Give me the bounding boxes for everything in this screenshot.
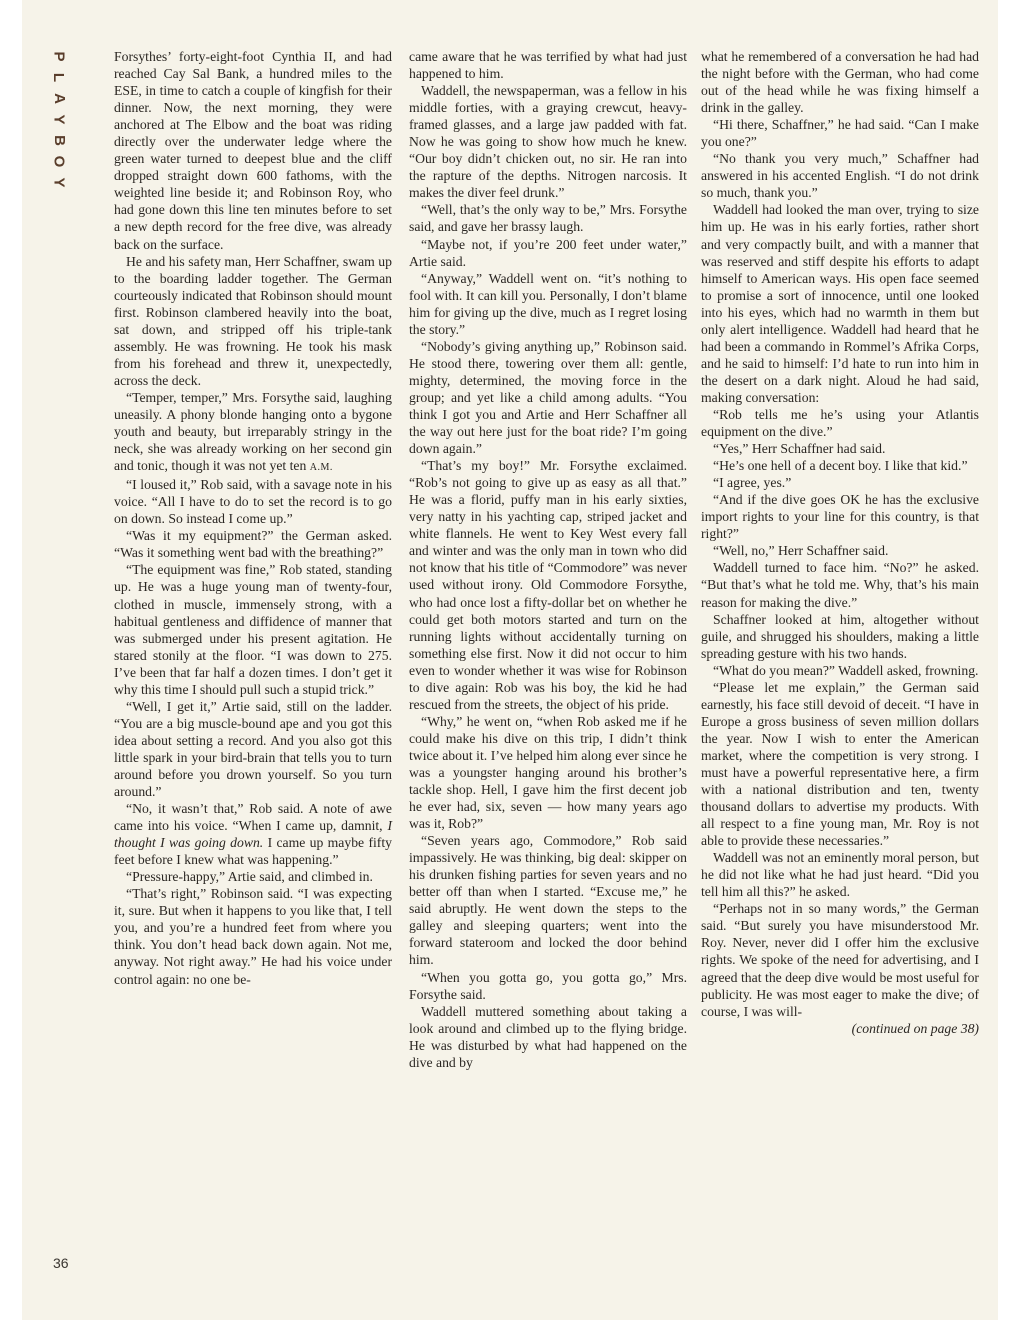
small-caps-text: A.M. <box>309 462 333 474</box>
paragraph <box>114 885 392 987</box>
text-column-2 <box>409 48 687 1071</box>
paragraph <box>409 832 687 968</box>
sidebar-letter: A <box>50 93 68 104</box>
paragraph <box>701 474 979 491</box>
paragraph <box>114 527 392 561</box>
paragraph-text: “Was it my equipment?” the German asked. “Was it something went bad with the breathing?” <box>114 528 392 561</box>
paragraph-text: “That’s my boy!” Mr. Forsythe exclaimed. “Rob’s not going to give up as easy as all that.” He was a florid, puffy man in his early sixties, very natty in his yachting cap, striped jacket and white flannels. He went to Key West every fall and winter and was the only man in town who did not know that his title of “Commodore” was never used without irony. Old Commodore Forsythe, who had once lost a fifty-dollar bet on whether he could get both motors started and turn on the running lights without accidentally turning on something else first. Now it did not occur to him even to wonder whether it was wise for Robinson to dive again: Rob was his boy, the kid he had rescued from the streets, the object of his pride. <box>409 458 687 712</box>
paragraph-text: “Temper, temper,” Mrs. Forsythe said, laughing uneasily. A phony blonde hanging onto a bygone youth and beauty, but irreparably stringy in the neck, she was already working on her second gin and tonic, though it was not yet ten <box>114 389 392 474</box>
paragraph <box>701 457 979 474</box>
paragraph <box>409 969 687 1003</box>
paragraph-text: “Hi there, Schaffner,” he had said. “Can I make you one?” <box>701 117 979 150</box>
paragraph <box>409 713 687 832</box>
paragraph <box>701 440 979 457</box>
paragraph-text: “Yes,” Herr Schaffner had said. <box>713 441 886 457</box>
paragraph-text: “Seven years ago, Commodore,” Rob said impassively. He was thinking, big deal: skipper on his drunken fishing parties for seven years and no better off than when I started. “Excuse me,” he said abruptly. He went down the steps to the galley and sleeping quarters; went into the forward stateroom and locked the door behind him. <box>409 833 687 968</box>
sidebar-letter: B <box>50 135 68 146</box>
paragraph-text: He and his safety man, Herr Schaffner, swam up to the boarding ladder together. The German courteously indicated that Robinson should mount first. Robinson clambered heavily into the boat, sat down, and stripped off his triple-tank assembly. He was frowning. He took his mask from his forehead and threw it, unexpectedly, across the deck. <box>114 253 392 388</box>
paragraph <box>114 389 392 476</box>
paragraph <box>114 868 392 885</box>
paragraph <box>701 48 979 116</box>
paragraph <box>114 800 392 868</box>
paragraph-text: came aware that he was terrified by what had just happened to him. <box>409 49 687 82</box>
paragraph <box>114 48 392 253</box>
paragraph-text: “No thank you very much,” Schaffner had answered in his accented English. “I do not drink so much, thank you.” <box>701 151 979 201</box>
paragraph-text: “The equipment was fine,” Rob stated, standing up. He was a huge young man of twenty-four, clothed in muscle, immensely strong, with a habitual gentleness and diffidence of manner that was submerged under his present agitation. He stared stonily at the floor. “I was down to 275. I’ve been that far half a dozen times. I don’t get it why this time I should pull such a stupid trick.” <box>114 562 392 697</box>
paragraph-text: Waddell was not an eminently moral person, but he did not like what he had just heard. “Did you tell him all this?” he asked. <box>701 850 979 900</box>
paragraph-text: “Well, no,” Herr Schaffner said. <box>713 543 889 559</box>
paragraph <box>409 457 687 713</box>
paragraph <box>114 561 392 697</box>
paragraph <box>701 611 979 662</box>
paragraph-text: “When you gotta go, you gotta go,” Mrs. Forsythe said. <box>409 969 687 1002</box>
continued-note: (continued on page 38) <box>851 1020 979 1036</box>
paragraph-text: “I loused it,” Rob said, with a savage note in his voice. “All I have to do to set the record is to go on down. So instead I come up.” <box>114 477 392 527</box>
sidebar-letter: L <box>50 72 68 83</box>
paragraph-text: “Anyway,” Waddell went on. “it’s nothing to fool with. It can kill you. Personally, I don’t blame him for giving up the dive, much as I regret losing the story.” <box>409 270 687 337</box>
paragraph-text: “What do you mean?” Waddell asked, frowning. <box>713 662 979 678</box>
magazine-page <box>22 0 998 1320</box>
paragraph <box>701 662 979 679</box>
paragraph-text: “Rob tells me he’s using your Atlantis equipment on the dive.” <box>701 406 979 440</box>
paragraph <box>409 201 687 235</box>
sidebar-letter: Y <box>50 114 68 125</box>
paragraph-text: “No, it wasn’t that,” Rob said. A note of awe came into his voice. “When I came up, damnit, <box>114 801 392 834</box>
paragraph <box>701 559 979 610</box>
paragraph <box>701 150 979 201</box>
sidebar-letter: Y <box>50 177 68 188</box>
paragraph-text: “Well, I get it,” Artie said, still on the ladder. “You are a big muscle-bound ape and you got this idea about setting a record. And you also got this little spark in your bird-brain that tells you to turn around before you drown yourself. So you turn around.” <box>114 698 392 800</box>
paragraph-text: “Why,” he went on, “when Rob asked me if he could make his dive on this trip, I didn’t think twice about it. I’ve helped him along ever since he was a youngster hanging around his brother’s tackle shop. Hell, I gave him the first decent job he ever had, six, seven — how many years ago was it, Rob?” <box>409 713 687 832</box>
paragraph-text: “Pressure-happy,” Artie said, and climbed in. <box>126 869 373 885</box>
page-number: 36 <box>53 1255 69 1271</box>
sidebar-letter: P <box>50 51 68 62</box>
paragraph-text: what he remembered of a conversation he had had the night before with the German, who had come out of the head while he was fixing himself a drink in the galley. <box>701 49 979 116</box>
paragraph-text: Forsythes’ forty-eight-foot Cynthia II, and had reached Cay Sal Bank, a hundred miles to the ESE, in time to catch a couple of kingfish for their dinner. Now, the next morning, they were anchored at The Elbow and the boat was riding directly over the underwater ledge where the green water turned to deepest blue and the cliff dropped straight down 600 fathoms, with the weighted line beside it; and Robinson Roy, who had gone down this line ten minutes before to set a new depth record for the free dive, was already back on the surface. <box>114 49 392 252</box>
paragraph <box>701 406 979 440</box>
paragraph <box>114 476 392 527</box>
paragraph-text: “Please let me explain,” the German said earnestly, his face still devoid of deceit. “I have in Europe a gross business of seven million dollars the year. Now I wish to enter the American market, where the competition is very strong. I must have a powerful representative here, a firm with a national distribution and ten, twenty thousand dollars to advertise my products. With all respect to a fine young man, Mr. Roy is not able to provide these necessaries.” <box>701 679 979 849</box>
paragraph <box>409 82 687 201</box>
italic-text: I thought I was going down. <box>114 818 393 851</box>
paragraph-text: “Well, that’s the only way to be,” Mrs. Forsythe said, and gave her brassy laugh. <box>409 202 687 235</box>
magazine-sidebar-title <box>48 46 70 193</box>
paragraph-text: “And if the dive goes OK he has the exclusive import rights to your line for this country, is that right?” <box>701 492 979 542</box>
paragraph-text: Waddell, the newspaperman, was a fellow in his middle forties, with a graying crewcut, heavy-framed glasses, and a large jaw padded with fat. Now he was going to show how much he knew. “Our boy didn’t chicken out, no sir. He ran into the rapture of the depths. Nitrogen narcosis. It makes the diver feel drunk.” <box>409 83 687 201</box>
paragraph-text: Schaffner looked at him, altogether without guile, and shrugged his shoulders, making a little spreading gesture with his two hands. <box>701 611 979 661</box>
text-column-1 <box>114 48 392 988</box>
paragraph-text: “Perhaps not in so many words,” the German said. “But surely you have misunderstood Mr. Roy. Never, never did I offer him the exclusive rights. We spoke of the need for advertising, and I agreed that the deep dive would be most useful for publicity. He was most eager to make the dive; of course, I was will- <box>701 901 979 1019</box>
paragraph-text: “Nobody’s giving anything up,” Robinson said. He stood there, towering over them all: gentle, mighty, determined, the moving force in the group; and yet like a child among adults. “You think I got you and Artie and Herr Schaffner all the way out here just for the boat ride? I’m going down again.” <box>409 338 687 457</box>
sidebar-letter: O <box>50 155 68 168</box>
paragraph <box>701 679 979 849</box>
paragraph <box>114 253 392 389</box>
paragraph <box>409 48 687 82</box>
paragraph-text: “He’s one hell of a decent boy. I like that kid.” <box>713 458 968 474</box>
paragraph-text: “That’s right,” Robinson said. “I was expecting it, sure. But when it happens to you like that, I tell you, and you’re a hundred feet from where you think. You don’t head back down again. Not me, anyway. Not right away.” He had his voice under control again: no one be- <box>114 886 392 987</box>
paragraph-text: Waddell had looked the man over, trying to size him up. He was in his early forties, rather short and very compactly built, and with a manner that was reserved and stiff despite his efforts to adapt himself to American ways. His open face seemed to promise a sort of innocence, until one looked into his eyes, which had no warmth in them but only alert intelligence. Waddell had heard that he had been a commando in Rommel’s Afrika Corps, and he said to himself: I’d hate to run into him in the desert on a dark night. Aloud he had said, making conversation: <box>701 202 979 405</box>
paragraph <box>701 900 979 1019</box>
paragraph-text: Waddell muttered something about taking a look around and climbed up to the flying bridge. He was disturbed by what had happened on the dive and by <box>409 1003 687 1070</box>
paragraph <box>409 338 687 457</box>
paragraph <box>409 270 687 338</box>
paragraph <box>701 116 979 150</box>
paragraph <box>701 849 979 900</box>
paragraph <box>409 236 687 270</box>
paragraph <box>701 542 979 559</box>
paragraph <box>701 201 979 406</box>
paragraph-text: Waddell turned to face him. “No?” he asked. “But that’s what he told me. Why, that’s his main reason for making the dive.” <box>701 560 979 610</box>
paragraph-text: I came up maybe fifty feet before I knew what was happening.” <box>114 835 393 868</box>
paragraph <box>114 698 392 800</box>
paragraph-text: “Maybe not, if you’re 200 feet under water,” Artie said. <box>409 236 687 269</box>
text-column-3 <box>701 48 979 1037</box>
paragraph-text: “I agree, yes.” <box>713 475 792 491</box>
paragraph <box>701 491 979 542</box>
paragraph <box>409 1003 687 1071</box>
